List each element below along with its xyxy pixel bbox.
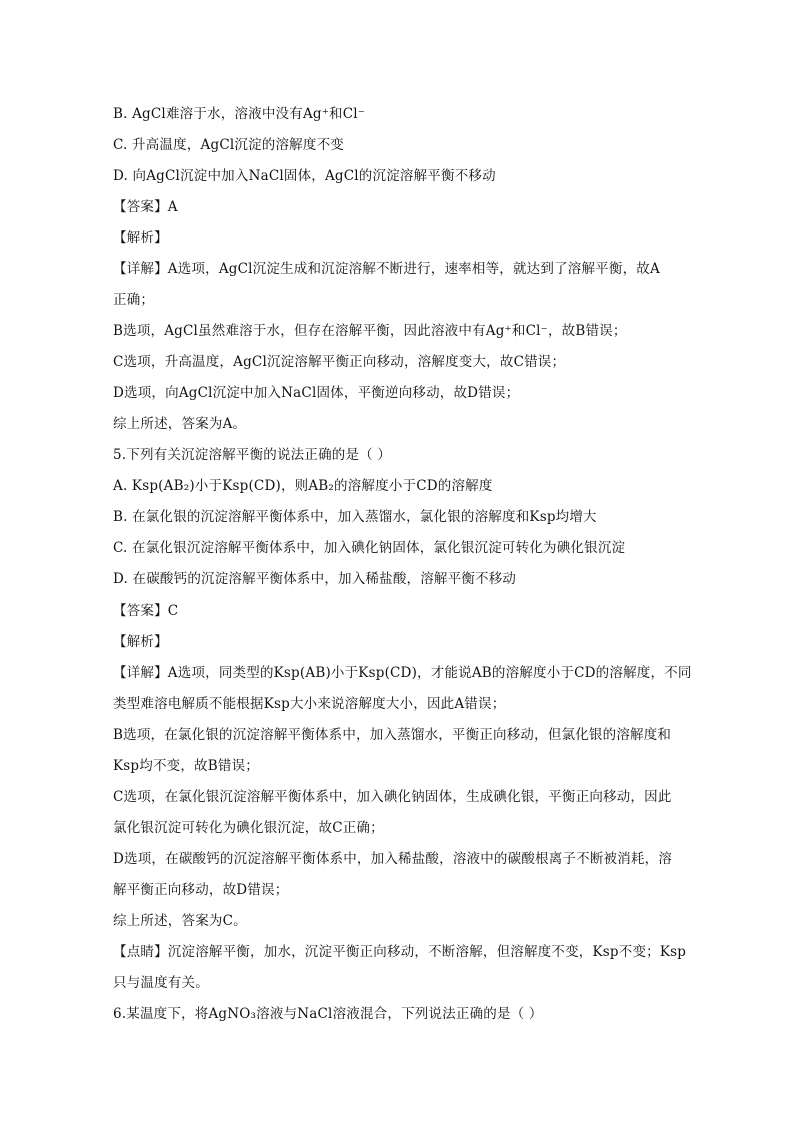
explanation-line: 解平衡正向移动，故D错误； [113, 882, 289, 898]
explanation-line: 类型难溶电解质不能根据Ksp大小来说溶解度大小，因此A错误； [113, 696, 506, 712]
explanation-line: D选项，向AgCl沉淀中加入NaCl固体，平衡逆向移动，故D错误； [113, 385, 520, 401]
q5-option-d: D. 在碳酸钙的沉淀溶解平衡体系中，加入稀盐酸，溶解平衡不移动 [113, 571, 517, 587]
explanation-line: D选项，在碳酸钙的沉淀溶解平衡体系中，加入稀盐酸，溶液中的碳酸根离子不断被消耗，溶 [113, 851, 673, 867]
explanation-line: C选项，升高温度，AgCl沉淀溶解平衡正向移动，溶解度变大，故C错误； [113, 354, 566, 370]
option-d: D. 向AgCl沉淀中加入NaCl固体，AgCl的沉淀溶解平衡不移动 [113, 168, 496, 184]
explanation-line: 正确； [113, 292, 155, 308]
answer-label: 【答案】C [113, 603, 179, 619]
question-5: 5.下列有关沉淀溶解平衡的说法正确的是（ ） [113, 447, 392, 463]
analysis-label: 【解析】 [113, 230, 168, 246]
q5-option-a: A. Ksp(AB₂)小于Ksp(CD)，则AB₂的溶解度小于CD的溶解度 [113, 478, 493, 494]
explanation-line: 氯化银沉淀可转化为碘化银沉淀，故C正确； [113, 820, 384, 836]
summary-line: 综上所述，答案为C。 [113, 913, 247, 929]
option-c: C. 升高温度，AgCl沉淀的溶解度不变 [113, 137, 344, 153]
explanation-line: 【详解】A选项，AgCl沉淀生成和沉淀溶解不断进行，速率相等，就达到了溶解平衡，故A [113, 261, 660, 277]
tip-line: 【点睛】沉淀溶解平衡，加水，沉淀平衡正向移动，不断溶解，但溶解度不变，Ksp不变；Ksp [113, 944, 687, 960]
analysis-label: 【解析】 [113, 634, 168, 650]
explanation-line: 【详解】A选项，同类型的Ksp(AB)小于Ksp(CD)，才能说AB的溶解度小于CD的溶解度，不同 [113, 665, 692, 681]
q5-option-b: B. 在氯化银的沉淀溶解平衡体系中，加入蒸馏水，氯化银的溶解度和Ksp均增大 [113, 509, 597, 525]
explanation-line: B选项，AgCl虽然难溶于水，但存在溶解平衡，因此溶液中有Ag⁺和Cl⁻，故B错误； [113, 323, 627, 339]
question-6: 6.某温度下，将AgNO₃溶液与NaCl溶液混合，下列说法正确的是（ ） [113, 1006, 543, 1022]
explanation-line: B选项，在氯化银的沉淀溶解平衡体系中，加入蒸馏水，平衡正向移动，但氯化银的溶解度和 [113, 727, 672, 743]
tip-line: 只与温度有关。 [113, 975, 209, 991]
explanation-line: Ksp均不变，故B错误； [113, 758, 259, 774]
explanation-line: C选项，在氯化银沉淀溶解平衡体系中，加入碘化钠固体，生成碘化银，平衡正向移动，因此 [113, 789, 672, 805]
option-b: B. AgCl难溶于水，溶液中没有Ag⁺和Cl⁻ [113, 106, 366, 122]
answer-label: 【答案】A [113, 199, 178, 215]
q5-option-c: C. 在氯化银沉淀溶解平衡体系中，加入碘化钠固体，氯化银沉淀可转化为碘化银沉淀 [113, 540, 626, 556]
summary-line: 综上所述，答案为A。 [113, 416, 247, 432]
